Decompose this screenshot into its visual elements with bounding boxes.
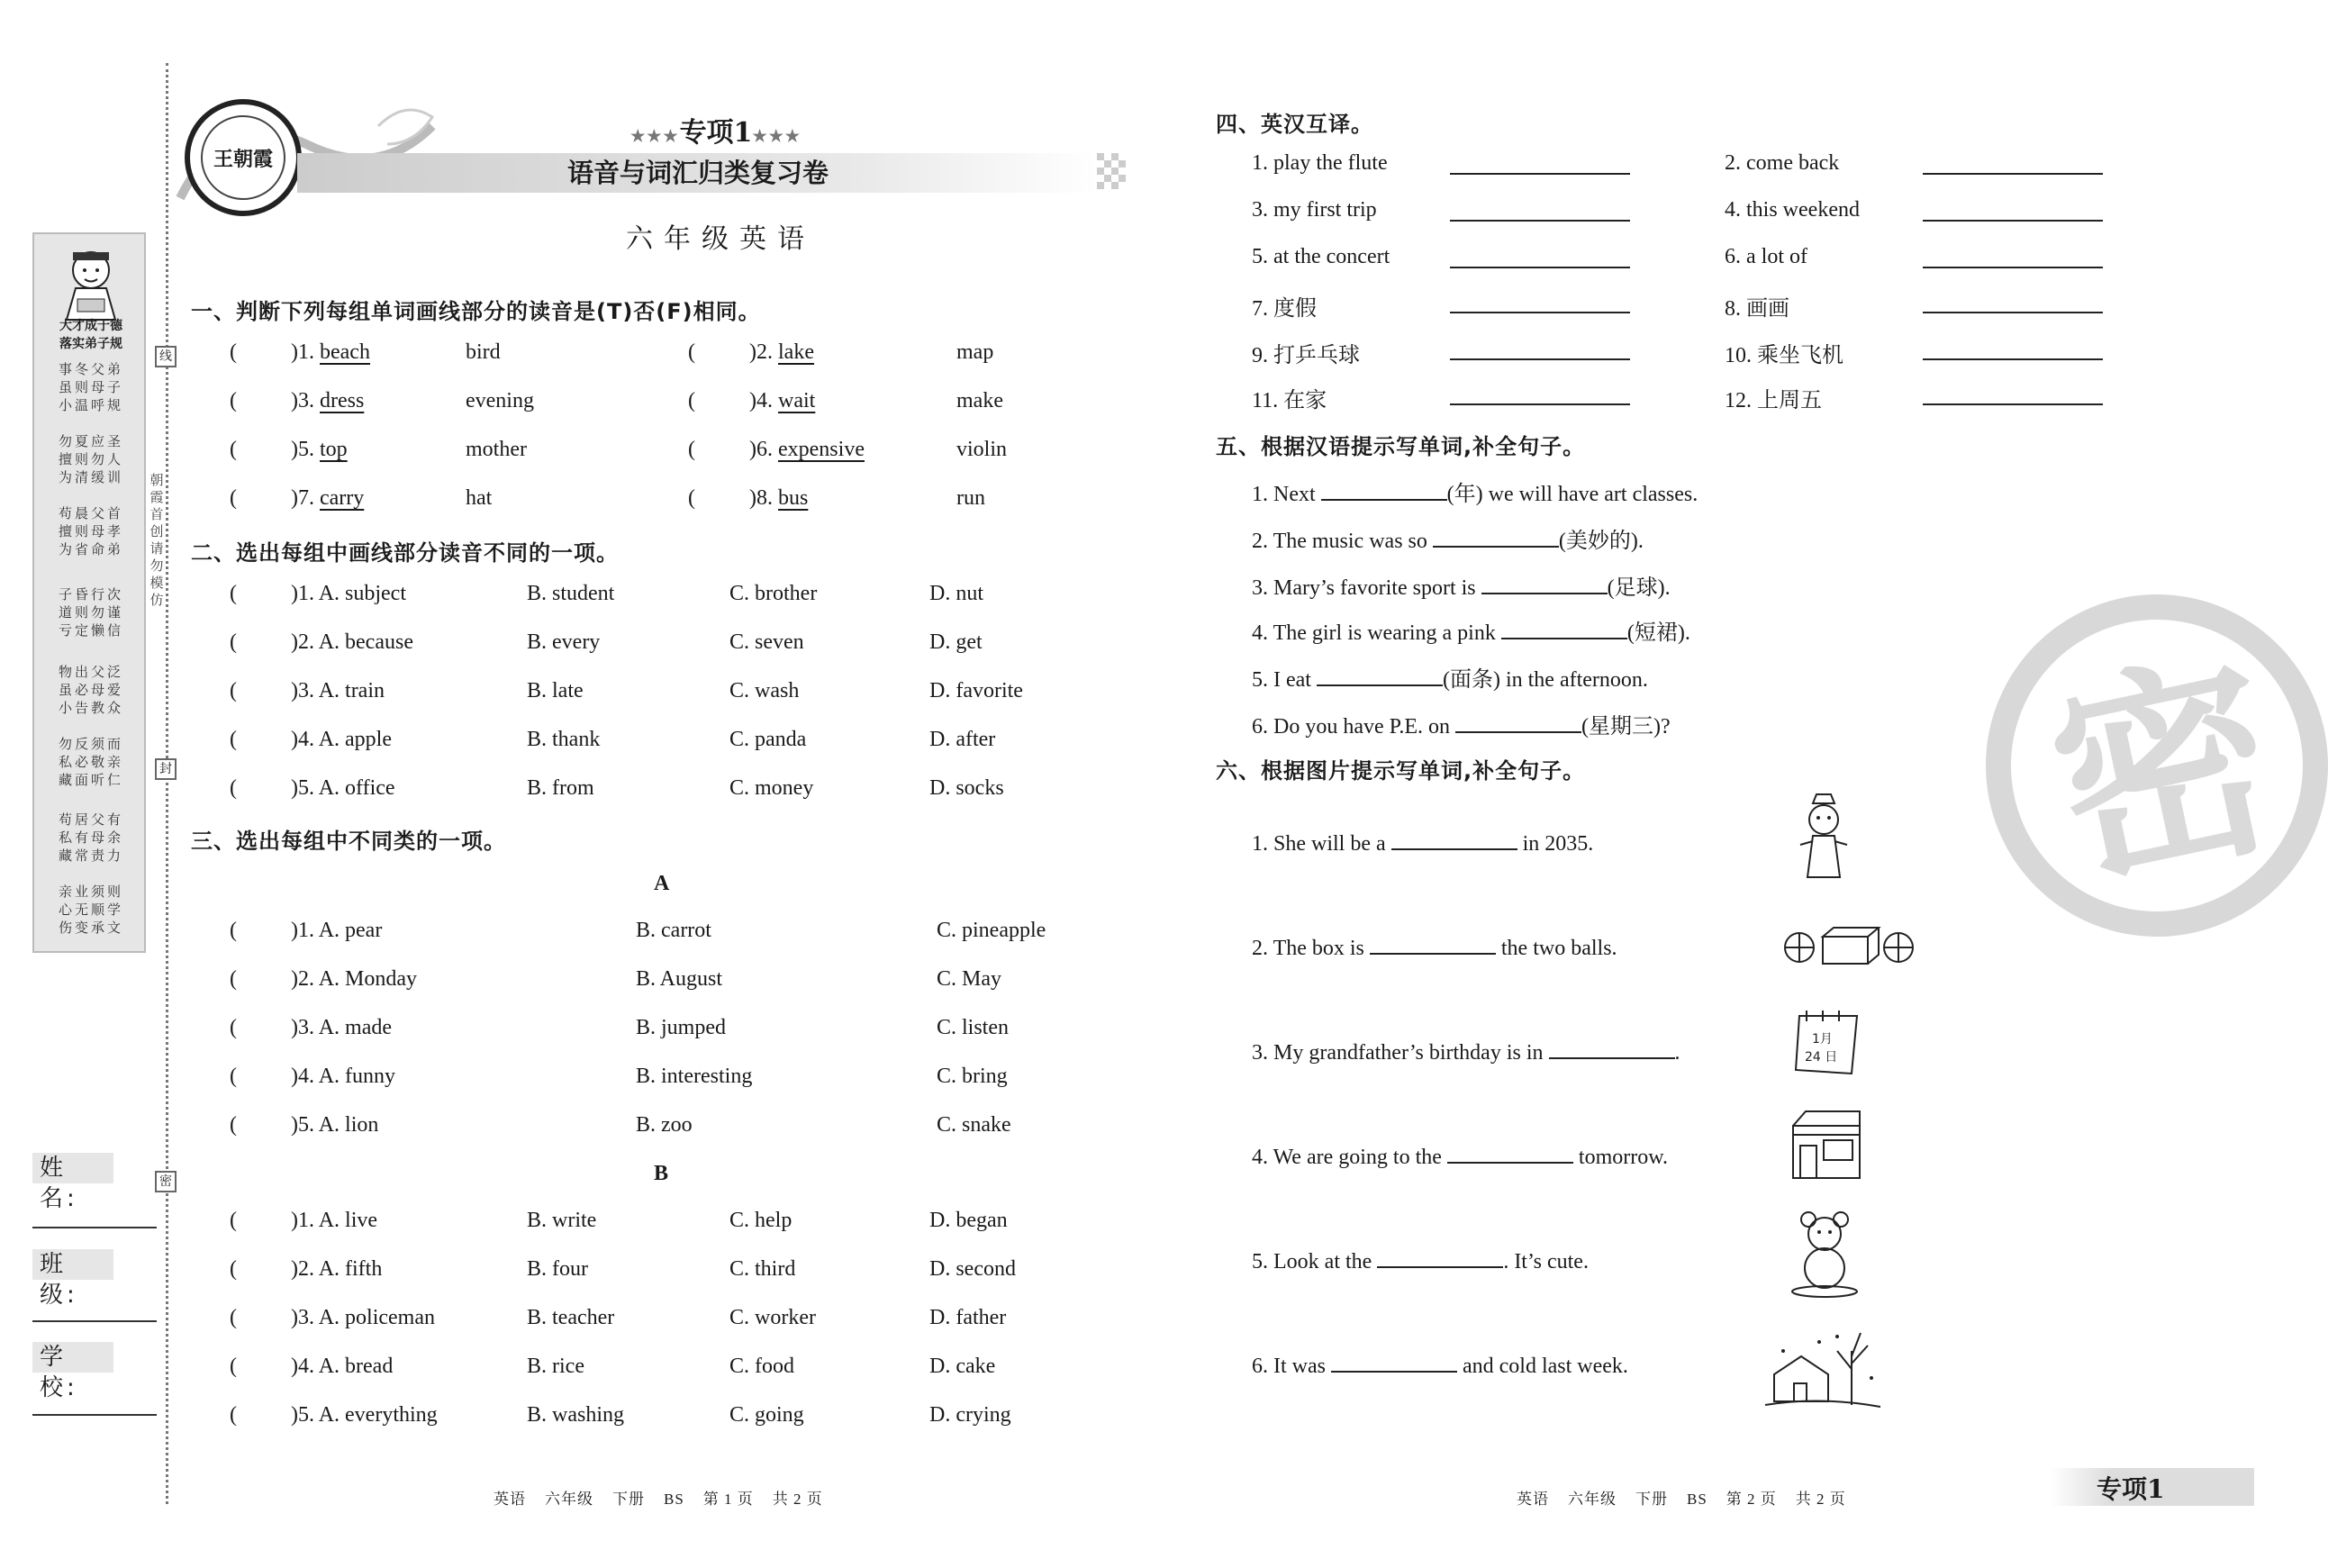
verse-block: 勿夏应圣 擅则勿人 为清缓训 bbox=[58, 433, 123, 485]
blank[interactable] bbox=[1317, 666, 1443, 686]
grade-subtitle: 六年级英语 bbox=[626, 223, 815, 255]
option: C. panda bbox=[729, 728, 807, 751]
calendar-month: 1月 bbox=[1812, 1032, 1833, 1047]
copyright-vertical: 朝霞首创 请勿模仿 bbox=[149, 472, 164, 608]
blank[interactable] bbox=[1370, 935, 1496, 955]
section3a-item: ( )1. A. pear bbox=[230, 919, 383, 942]
box-between-balls-picture-icon bbox=[1783, 924, 1916, 969]
motto-line: 大才成于德 bbox=[59, 319, 122, 333]
store-picture-icon bbox=[1788, 1106, 1865, 1183]
section3b-item: ( )3. A. policeman bbox=[230, 1306, 435, 1329]
section2-item: ( )4. A. apple bbox=[230, 728, 392, 751]
seal-secret-mark: 密 bbox=[155, 1171, 177, 1192]
special-label: ★★★专项1★★★ bbox=[630, 117, 802, 149]
option: C. listen bbox=[937, 1016, 1010, 1039]
answer-line[interactable] bbox=[1450, 403, 1630, 405]
section4-heading: 四、英汉互译。 bbox=[1216, 112, 1373, 137]
option: B. teacher bbox=[527, 1306, 615, 1329]
page-title: 语音与词汇归类复习卷 bbox=[566, 158, 829, 188]
section1-item: ( )6. expensive bbox=[688, 438, 865, 461]
blank[interactable] bbox=[1447, 1144, 1573, 1164]
section2-item: ( )1. A. subject bbox=[230, 582, 406, 605]
verse-block: 亲业须则 心无顺学 伤变承文 bbox=[58, 884, 123, 936]
translate-item: 6. a lot of bbox=[1725, 245, 1807, 268]
section1-heading: 一、判断下列每组单词画线部分的读音是(T)否(F)相同。 bbox=[191, 299, 761, 324]
fill-sentence: 5. I eat (面条) in the afternoon. bbox=[1252, 668, 1648, 692]
option: C. help bbox=[729, 1209, 793, 1232]
blank[interactable] bbox=[1455, 713, 1581, 733]
section3a-item: ( )5. A. lion bbox=[230, 1113, 379, 1137]
page-footer-right: 英语 六年级 下册 BS 第 2 页 共 2 页 bbox=[1517, 1491, 1846, 1508]
section2-item: ( )5. A. office bbox=[230, 776, 395, 800]
publisher-logo: 王朝霞 bbox=[185, 99, 302, 216]
fill-sentence: 6. Do you have P.E. on (星期三)? bbox=[1252, 715, 1671, 739]
translate-item: 3. my first trip bbox=[1252, 198, 1377, 222]
school-field[interactable] bbox=[32, 1414, 157, 1416]
option: B. write bbox=[527, 1209, 597, 1232]
translate-item: 8. 画画 bbox=[1725, 297, 1789, 321]
option: B. four bbox=[527, 1257, 588, 1281]
section3a-item: ( )2. A. Monday bbox=[230, 967, 418, 991]
option: B. from bbox=[527, 776, 594, 800]
section3b-item: ( )5. A. everything bbox=[230, 1403, 438, 1427]
verse-block: 苟居父有 私有母余 藏常责力 bbox=[58, 811, 123, 864]
section3b-item: ( )1. A. live bbox=[230, 1209, 378, 1232]
binding-strip bbox=[32, 232, 146, 953]
compare-word: mother bbox=[466, 438, 527, 461]
section2-item: ( )3. A. train bbox=[230, 679, 385, 702]
option: D. after bbox=[929, 728, 996, 751]
option: C. seven bbox=[729, 630, 804, 654]
answer-line[interactable] bbox=[1450, 267, 1630, 268]
motto bbox=[41, 317, 140, 353]
special-tab: 专项1 bbox=[2050, 1468, 2254, 1506]
compare-word: bird bbox=[466, 340, 501, 364]
section1-item: ( )7. carry bbox=[230, 486, 365, 510]
blank[interactable] bbox=[1501, 620, 1627, 639]
name-label: 姓 名: bbox=[32, 1153, 113, 1183]
blank[interactable] bbox=[1377, 1248, 1503, 1268]
answer-line[interactable] bbox=[1450, 173, 1630, 175]
section6-heading: 六、根据图片提示写单词,补全句子。 bbox=[1216, 758, 1586, 784]
verse-block: 物出父泛 虽必母爱 小告教众 bbox=[58, 664, 123, 716]
picture-sentence: 5. Look at the . It’s cute. bbox=[1252, 1250, 1589, 1273]
section1-item: ( )8. bus bbox=[688, 486, 809, 510]
part-a-label: A bbox=[654, 872, 670, 895]
secret-watermark: 密 bbox=[1986, 594, 2328, 937]
translate-item: 2. come back bbox=[1725, 151, 1840, 175]
option: B. August bbox=[636, 967, 723, 991]
calendar-day: 24 日 bbox=[1805, 1050, 1838, 1065]
blank[interactable] bbox=[1549, 1039, 1675, 1059]
option: D. second bbox=[929, 1257, 1016, 1281]
fill-sentence: 2. The music was so (美妙的). bbox=[1252, 530, 1644, 553]
section1-item: ( )3. dress bbox=[230, 389, 365, 412]
motto-line: 落实弟子规 bbox=[59, 337, 122, 351]
option: C. going bbox=[729, 1403, 804, 1427]
bear-picture-icon bbox=[1790, 1207, 1861, 1297]
translate-item: 10. 乘坐飞机 bbox=[1725, 344, 1843, 367]
page-footer-left: 英语 六年级 下册 BS 第 1 页 共 2 页 bbox=[494, 1491, 823, 1508]
compare-word: run bbox=[956, 486, 985, 510]
fill-sentence: 1. Next (年) we will have art classes. bbox=[1252, 483, 1698, 506]
option: D. cake bbox=[929, 1355, 996, 1378]
option: C. May bbox=[937, 967, 1001, 991]
blank[interactable] bbox=[1433, 528, 1559, 548]
picture-sentence: 4. We are going to the tomorrow. bbox=[1252, 1146, 1668, 1169]
verse-block: 事冬父弟 虽则母子 小温呼规 bbox=[58, 361, 123, 413]
blank[interactable] bbox=[1321, 481, 1447, 501]
section3a-item: ( )3. A. made bbox=[230, 1016, 392, 1039]
translate-item: 9. 打乒乓球 bbox=[1252, 344, 1360, 367]
section3b-item: ( )2. A. fifth bbox=[230, 1257, 383, 1281]
translate-item: 1. play the flute bbox=[1252, 151, 1388, 175]
option: B. every bbox=[527, 630, 601, 654]
section3a-item: ( )4. A. funny bbox=[230, 1065, 396, 1088]
option: C. brother bbox=[729, 582, 818, 605]
blank[interactable] bbox=[1391, 830, 1517, 850]
nurse-picture-icon bbox=[1788, 791, 1860, 881]
checker-decoration-icon bbox=[1097, 153, 1133, 193]
part-b-label: B bbox=[654, 1162, 669, 1185]
option: D. favorite bbox=[929, 679, 1023, 702]
class-label: 班 级: bbox=[32, 1249, 113, 1280]
section1-item: ( )4. wait bbox=[688, 389, 816, 412]
option: B. rice bbox=[527, 1355, 584, 1378]
fill-sentence: 4. The girl is wearing a pink (短裙). bbox=[1252, 621, 1690, 645]
class-field[interactable] bbox=[32, 1320, 157, 1322]
translate-item: 12. 上周五 bbox=[1725, 389, 1822, 412]
option: C. money bbox=[729, 776, 814, 800]
picture-sentence: 2. The box is the two balls. bbox=[1252, 937, 1617, 960]
option: B. interesting bbox=[636, 1065, 753, 1088]
star-decoration-icon: ★★★ bbox=[630, 127, 680, 146]
option: D. father bbox=[929, 1306, 1007, 1329]
section3-heading: 三、选出每组中不同类的一项。 bbox=[191, 829, 506, 854]
answer-line[interactable] bbox=[1923, 220, 2103, 222]
seal-line-mark: 线 bbox=[155, 346, 177, 367]
answer-line[interactable] bbox=[1923, 173, 2103, 175]
option: D. get bbox=[929, 630, 983, 654]
section5-heading: 五、根据汉语提示写单词,补全句子。 bbox=[1216, 434, 1586, 459]
verse-block: 子昏行次 道则勿谨 亏定懒信 bbox=[58, 586, 123, 639]
option: B. late bbox=[527, 679, 584, 702]
binding-dashed-line bbox=[166, 63, 168, 1504]
option: C. food bbox=[729, 1355, 794, 1378]
compare-word: hat bbox=[466, 486, 493, 510]
section2-heading: 二、选出每组中画线部分读音不同的一项。 bbox=[191, 540, 619, 566]
blank[interactable] bbox=[1481, 575, 1608, 594]
translate-item: 7. 度假 bbox=[1252, 297, 1317, 321]
option: C. wash bbox=[729, 679, 800, 702]
option: D. nut bbox=[929, 582, 983, 605]
option: C. worker bbox=[729, 1306, 816, 1329]
section3b-item: ( )4. A. bread bbox=[230, 1355, 394, 1378]
option: B. student bbox=[527, 582, 615, 605]
calendar-picture-icon bbox=[1792, 1007, 1864, 1081]
picture-sentence: 3. My grandfather’s birthday is in . bbox=[1252, 1041, 1680, 1065]
name-field[interactable] bbox=[32, 1227, 157, 1228]
compare-word: evening bbox=[466, 389, 534, 412]
section1-item: ( )2. lake bbox=[688, 340, 814, 364]
option: B. carrot bbox=[636, 919, 711, 942]
answer-line[interactable] bbox=[1450, 358, 1630, 360]
answer-line[interactable] bbox=[1450, 312, 1630, 313]
fill-sentence: 3. Mary’s favorite sport is (足球). bbox=[1252, 576, 1671, 600]
school-label: 学 校: bbox=[32, 1342, 113, 1373]
option: D. crying bbox=[929, 1403, 1011, 1427]
section2-item: ( )2. A. because bbox=[230, 630, 413, 654]
verse-block: 勿反须而 私必敬亲 藏面听仁 bbox=[58, 736, 123, 788]
star-decoration-icon: ★★★ bbox=[752, 127, 802, 146]
scholar-mascot-icon bbox=[50, 243, 131, 324]
compare-word: violin bbox=[956, 438, 1008, 461]
option: B. jumped bbox=[636, 1016, 726, 1039]
option: C. bring bbox=[937, 1065, 1008, 1088]
option: B. zoo bbox=[636, 1113, 693, 1137]
answer-line[interactable] bbox=[1923, 312, 2103, 313]
compare-word: map bbox=[956, 340, 994, 364]
option: C. pineapple bbox=[937, 919, 1046, 942]
option: D. began bbox=[929, 1209, 1008, 1232]
option: B. thank bbox=[527, 728, 601, 751]
option: D. socks bbox=[929, 776, 1004, 800]
compare-word: make bbox=[956, 389, 1003, 412]
answer-line[interactable] bbox=[1923, 358, 2103, 360]
picture-sentence: 1. She will be a in 2035. bbox=[1252, 832, 1594, 856]
answer-line[interactable] bbox=[1923, 267, 2103, 268]
option: C. third bbox=[729, 1257, 796, 1281]
section1-item: ( )1. beach bbox=[230, 340, 370, 364]
seal-seal-mark: 封 bbox=[155, 758, 177, 780]
translate-item: 4. this weekend bbox=[1725, 198, 1860, 222]
picture-sentence: 6. It was and cold last week. bbox=[1252, 1355, 1628, 1378]
snowy-house-picture-icon bbox=[1765, 1324, 1880, 1414]
option: B. washing bbox=[527, 1403, 624, 1427]
verse-block: 苟晨父首 擅则母孝 为省命弟 bbox=[58, 505, 123, 557]
answer-line[interactable] bbox=[1923, 403, 2103, 405]
section1-item: ( )5. top bbox=[230, 438, 348, 461]
translate-item: 5. at the concert bbox=[1252, 245, 1390, 268]
blank[interactable] bbox=[1331, 1353, 1457, 1373]
option: C. snake bbox=[937, 1113, 1011, 1137]
translate-item: 11. 在家 bbox=[1252, 389, 1327, 412]
answer-line[interactable] bbox=[1450, 220, 1630, 222]
